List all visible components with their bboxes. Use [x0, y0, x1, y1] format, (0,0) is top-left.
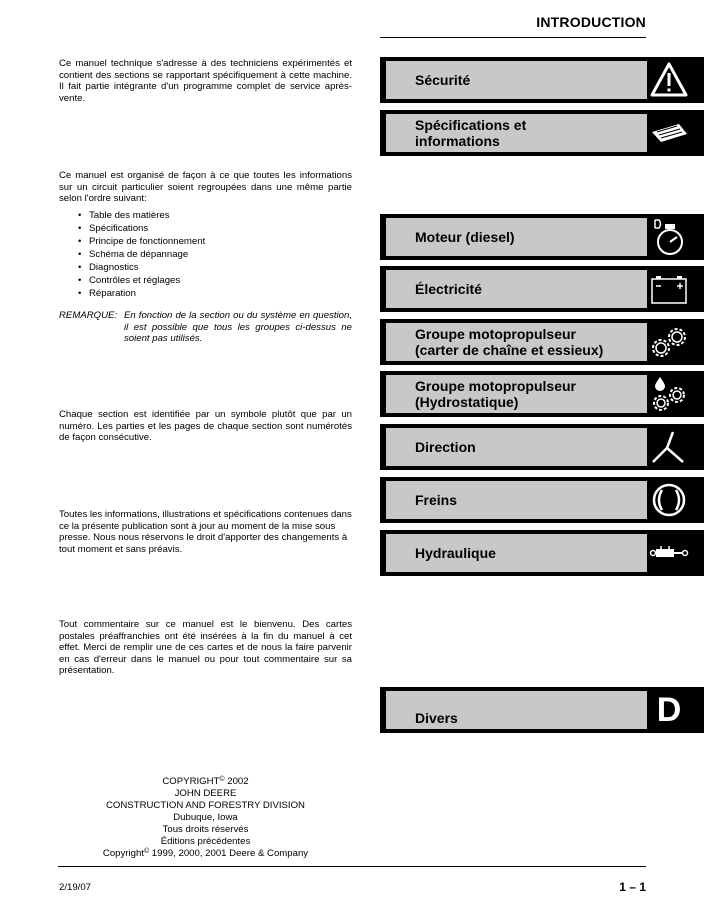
list-item: • Table des matières [78, 209, 205, 222]
intro-paragraph-feedback: Tout commentaire sur ce manuel est le bienvenu. Des cartes postales préaffranchies ont été insérées à la fin du manuel à cet effet. Merci de remplir une de ces cartes et de nous la faire parvenir en cas d'erreur dans le manuel ou pour tout commentaire sur sa présentation. [59, 619, 352, 677]
copyright-years: Copyright© 1999, 2000, 2001 Deere & Company [102, 848, 309, 859]
tab-groupe-carter[interactable] [380, 319, 704, 365]
engine-icon [649, 218, 689, 256]
hydraulic-cylinder-icon [649, 534, 689, 572]
copyright-line: COPYRIGHT© 2002 [162, 776, 249, 787]
steering-icon [649, 428, 689, 466]
tab-freins[interactable] [380, 477, 704, 523]
tab-label: Hydraulique [386, 534, 647, 572]
tab-label: Direction [386, 428, 647, 466]
tab-label: Freins [386, 481, 647, 519]
intro-paragraph-currency: Toutes les informations, illustrations et spécifications contenues dans ce la présente publication sont à jour au moment de la mise sous presse. Nous nous réservons le droit d'apporter des changements à tout moment et sans préavis. [59, 509, 352, 555]
list-item: • Principe de fonctionnement [78, 235, 205, 248]
intro-paragraph-symbols: Chaque section est identifiée par un symbole plutôt que par un numéro. Les parties et les pages de chaque section sont numérotés de façon consécutive. [59, 409, 352, 444]
tab-label: Divers [386, 691, 647, 729]
tab-direction[interactable] [380, 424, 704, 470]
tab-label: Moteur (diesel) [386, 218, 647, 256]
intro-paragraph-organization: Ce manuel est organisé de façon à ce que toutes les informations sur un circuit particulier soient regroupées dans une même partie selon l'ordre suivant: [59, 170, 352, 205]
list-item: • Schéma de dépannage [78, 248, 205, 261]
remark-label: REMARQUE: [59, 310, 118, 321]
warning-triangle-icon [649, 61, 689, 99]
hydrostatic-gears-icon [649, 375, 689, 413]
intro-paragraph-purpose: Ce manuel technique s'adresse à des techniciens expérimentés et contient des sections se rapportant spécifiquement à cette machine. Il fait partie intégrante d'un programme complet de service après-vente. [59, 58, 352, 104]
document-icon [649, 114, 689, 152]
list-item: • Spécifications [78, 222, 205, 235]
section-order-list [78, 209, 205, 300]
bottom-rule [58, 866, 646, 867]
copyright-division: CONSTRUCTION AND FORESTRY DIVISION [105, 800, 305, 811]
tab-moteur[interactable] [380, 214, 704, 260]
remark-text: En fonction de la section ou du système en question, il est possible que tous les groupes ci-dessus ne soient pas utilisés. [124, 310, 352, 345]
remark-note [59, 310, 352, 345]
tab-groupe-hydrostatique[interactable] [380, 371, 704, 417]
tab-label: Sécurité [386, 61, 647, 99]
list-item: • Réparation [78, 287, 205, 300]
list-item: • Contrôles et réglages [78, 274, 205, 287]
tab-hydraulique[interactable] [380, 530, 704, 576]
brake-icon [649, 481, 689, 519]
tab-electricite[interactable] [380, 266, 704, 312]
tab-divers[interactable] [380, 687, 704, 733]
tab-specifications[interactable] [380, 110, 704, 156]
copyright-location: Dubuque, Iowa [173, 812, 238, 823]
copyright-editions: Éditions précédentes [160, 836, 251, 847]
tab-securite[interactable] [380, 57, 704, 103]
battery-icon [649, 270, 689, 308]
tab-label: Électricité [386, 270, 647, 308]
footer-date: 2/19/07 [59, 882, 92, 893]
copyright-block [59, 776, 352, 860]
page-title: INTRODUCTION [536, 14, 646, 30]
tab-label: Groupe motopropulseur (carter de chaîne et essieux) [386, 323, 647, 361]
letter-d-icon: D [656, 691, 682, 729]
tab-label: Spécifications et informations [386, 114, 647, 152]
top-rule [380, 37, 646, 38]
copyright-rights: Tous droits réservés [162, 824, 249, 835]
copyright-company: JOHN DEERE [174, 788, 237, 799]
list-item: • Diagnostics [78, 261, 205, 274]
page-number: 1 – 1 [619, 880, 646, 894]
tab-label: Groupe motopropulseur (Hydrostatique) [386, 375, 647, 413]
gears-icon [649, 323, 689, 361]
